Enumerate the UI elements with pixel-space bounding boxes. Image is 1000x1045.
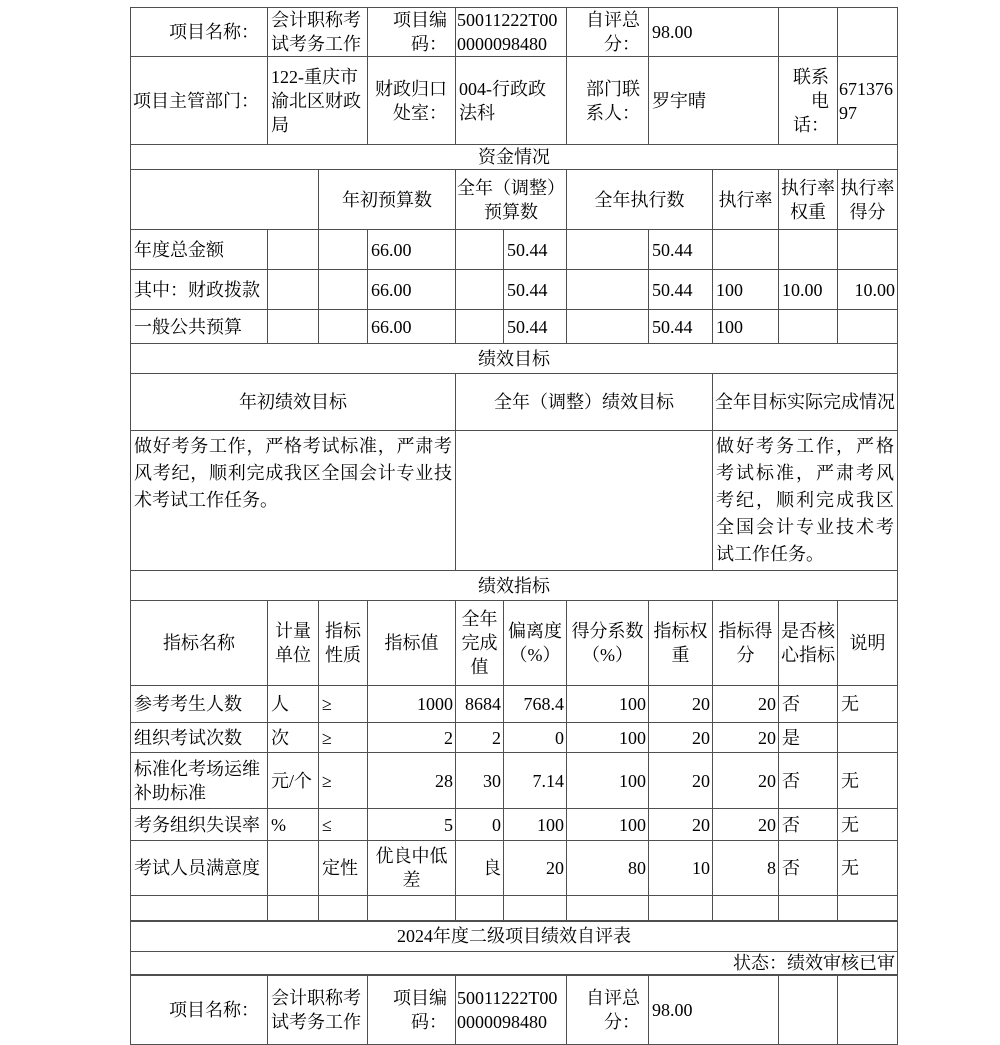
table-cell: 20 [504,841,567,896]
table-cell: 20 [713,686,779,723]
table-cell: 1000 [368,686,456,723]
table-cell: 50.44 [649,270,713,310]
row-label-annual-total: 年度总金额 [131,230,268,270]
table-cell: 良 [456,841,504,896]
funding-section-title: 资金情况 [131,145,898,170]
table-cell [319,310,368,344]
table-cell: 10.00 [779,270,838,310]
table-cell: 标准化考场运维补助标准 [131,753,268,809]
table-cell [368,896,456,921]
indicator-row-4 [131,809,898,841]
funding-total-row [131,230,898,270]
col-initial-goal: 年初绩效目标 [131,374,456,431]
col-deviation: 偏离度（%） [504,601,567,686]
table-cell: 30 [456,753,504,809]
col-executed-amount: 全年执行数 [567,170,713,230]
department-row [131,57,898,145]
table-cell [131,896,268,921]
table-cell [319,230,368,270]
indicators-section-row [131,571,898,601]
table-cell: 10 [649,841,713,896]
table-cell: 20 [649,809,713,841]
funding-header-row [131,170,898,230]
table-cell: 20 [649,723,713,753]
col-score: 指标得分 [713,601,779,686]
table-cell [838,8,898,57]
table-cell: 50.44 [504,310,567,344]
col-execution-weight: 执行率权重 [779,170,838,230]
performance-self-eval-table [130,7,898,1045]
self-score-label: 自评总分： [567,975,649,1045]
table-cell [456,230,504,270]
indicator-row-1 [131,686,898,723]
col-indicator-name: 指标名称 [131,601,268,686]
indicator-row-2 [131,723,898,753]
table-cell: 100 [567,753,649,809]
finance-office-value: 004-行政政法科 [456,57,567,145]
col-unit: 计量单位 [268,601,319,686]
table-cell: 66.00 [368,270,456,310]
project-code-value: 50011222T000000098480 [456,975,567,1045]
initial-goal-text: 做好考务工作，严格考试标准，严肃考风考纪，顺利完成我区全国会计专业技术考试工作任务。 [131,431,456,571]
indicators-section-title: 绩效指标 [131,571,898,601]
table-cell: 人 [268,686,319,723]
row-label-public-budget: 一般公共预算 [131,310,268,344]
table-cell [456,270,504,310]
self-score-value: 98.00 [649,975,779,1045]
contact-phone-value: 67137697 [838,57,898,145]
col-execution-rate: 执行率 [713,170,779,230]
table-cell: 无 [838,686,898,723]
finance-office-label: 财政归口处室： [368,57,456,145]
table-cell: % [268,809,319,841]
table-cell [779,975,838,1045]
table-cell: 次 [268,723,319,753]
row-label-fiscal-allocation: 其中：财政拨款 [131,270,268,310]
table-cell: 否 [779,809,838,841]
table-cell: 2 [456,723,504,753]
table-cell [713,230,779,270]
table-cell [268,896,319,921]
contact-person-value: 罗宇晴 [649,57,779,145]
table-cell [779,310,838,344]
table-cell: 100 [713,310,779,344]
table-cell [838,310,898,344]
project-name-label: 项目名称： [131,8,268,57]
table-cell: ≥ [319,686,368,723]
table-cell [268,270,319,310]
goals-section-row [131,344,898,374]
project-name-value: 会计职称考试考务工作 [268,975,368,1045]
table-cell: 66.00 [368,310,456,344]
table-cell [456,431,713,571]
col-adjusted-goal: 全年（调整）绩效目标 [456,374,713,431]
col-target-value: 指标值 [368,601,456,686]
funding-section-row [131,145,898,170]
table-cell: 是 [779,723,838,753]
goals-header-row [131,374,898,431]
table-cell: 66.00 [368,230,456,270]
table-cell: 8 [713,841,779,896]
table-cell [779,230,838,270]
table-cell [838,975,898,1045]
project-code-label: 项目编码： [368,8,456,57]
goals-section-title: 绩效目标 [131,344,898,374]
table-cell: 100 [713,270,779,310]
col-score-coefficient: 得分系数（%） [567,601,649,686]
table-cell: 7.14 [504,753,567,809]
col-weight: 指标权重 [649,601,713,686]
table-cell [567,230,649,270]
table-cell: ≥ [319,753,368,809]
supervisor-dept-value: 122-重庆市渝北区财政局 [268,57,368,145]
col-completed-value: 全年完成值 [456,601,504,686]
table-cell: 否 [779,841,838,896]
project-info-row-repeat [131,975,898,1045]
goals-content-row [131,431,898,571]
table-cell [779,896,838,921]
col-nature: 指标性质 [319,601,368,686]
table-cell [838,723,898,753]
indicator-row-5 [131,841,898,896]
table-cell: ≤ [319,809,368,841]
table-body [131,8,898,1045]
table-cell [838,230,898,270]
status-row [131,952,898,975]
col-adjusted-budget: 全年（调整）预算数 [456,170,567,230]
table-cell: 100 [567,723,649,753]
funding-public-budget-row [131,310,898,344]
table-cell: 100 [567,809,649,841]
table-cell [319,896,368,921]
table-cell: 定性 [319,841,368,896]
table-cell [713,896,779,921]
table-cell: 2 [368,723,456,753]
table-cell: 20 [713,809,779,841]
supervisor-dept-label: 项目主管部门： [131,57,268,145]
table-cell: 考试人员满意度 [131,841,268,896]
table-cell [649,896,713,921]
col-remark: 说明 [838,601,898,686]
table-cell: 50.44 [649,310,713,344]
table-cell [456,896,504,921]
table-cell: 无 [838,809,898,841]
indicators-header-row [131,601,898,686]
table-cell: 组织考试次数 [131,723,268,753]
table-cell: 50.44 [504,230,567,270]
project-code-label: 项目编码： [368,975,456,1045]
empty-row [131,896,898,921]
table-cell: 否 [779,686,838,723]
table-cell: 参考考生人数 [131,686,268,723]
col-execution-score: 执行率得分 [838,170,898,230]
status-text: 状态：绩效审核已审 [131,952,898,975]
goal-completion-text: 做好考务工作，严格考试标准，严肃考风考纪，顺利完成我区全国会计专业技术考试工作任务。 [713,431,898,571]
table-cell [567,310,649,344]
table-cell: 8684 [456,686,504,723]
table-cell [268,310,319,344]
table-cell: 100 [567,686,649,723]
table-cell: 优良中低差 [368,841,456,896]
col-is-core: 是否核心指标 [779,601,838,686]
table-cell [567,270,649,310]
table-cell [838,896,898,921]
contact-person-label: 部门联系人： [567,57,649,145]
table-cell [268,230,319,270]
project-name-value: 会计职称考试考务工作 [268,8,368,57]
project-info-row [131,8,898,57]
indicator-row-3 [131,753,898,809]
table-cell: ≥ [319,723,368,753]
table-cell: 20 [713,753,779,809]
table-cell: 50.44 [649,230,713,270]
project-code-value: 50011222T000000098480 [456,8,567,57]
self-score-label: 自评总分： [567,8,649,57]
table-cell: 考务组织失误率 [131,809,268,841]
funding-allocation-row [131,270,898,310]
table-cell [456,310,504,344]
report-title-row [131,921,898,952]
table-cell [268,841,319,896]
table-cell: 无 [838,841,898,896]
table-cell: 100 [504,809,567,841]
table-cell: 否 [779,753,838,809]
table-cell: 20 [649,686,713,723]
table-cell [567,896,649,921]
table-cell: 28 [368,753,456,809]
table-cell: 80 [567,841,649,896]
table-cell: 元/个 [268,753,319,809]
table-cell [504,896,567,921]
table-cell: 768.4 [504,686,567,723]
col-goal-completion: 全年目标实际完成情况 [713,374,898,431]
table-cell: 0 [456,809,504,841]
report-title: 2024年度二级项目绩效自评表 [131,921,898,952]
table-cell [779,8,838,57]
self-score-value: 98.00 [649,8,779,57]
table-cell [319,270,368,310]
project-name-label: 项目名称： [131,975,268,1045]
table-cell: 无 [838,753,898,809]
table-cell: 0 [504,723,567,753]
table-cell [131,170,319,230]
col-initial-budget: 年初预算数 [319,170,456,230]
table-cell: 20 [713,723,779,753]
table-cell: 50.44 [504,270,567,310]
table-cell: 10.00 [838,270,898,310]
contact-phone-label: 联系电话： [779,57,838,145]
table-cell: 20 [649,753,713,809]
table-cell: 5 [368,809,456,841]
